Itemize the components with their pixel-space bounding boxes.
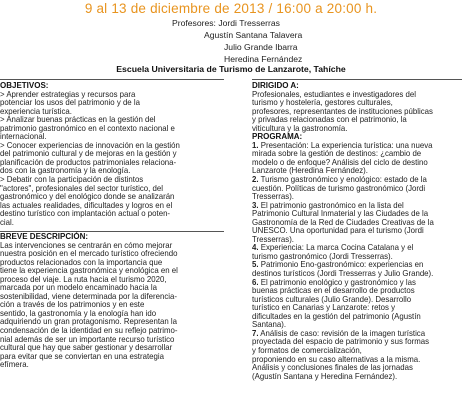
objetivos-heading: OBJETIVOS: bbox=[0, 81, 49, 90]
programa-line bbox=[252, 185, 462, 194]
programa-text: buenas prácticas en el desarrollo de productos bbox=[252, 287, 415, 296]
programa-text: mirada sobre la gestión de destinos: ¿cambio de bbox=[252, 150, 422, 159]
programa-line bbox=[252, 356, 462, 365]
programa-number: 4. bbox=[252, 244, 259, 253]
programa-line bbox=[252, 227, 462, 236]
programa-text: Tresserras). bbox=[252, 235, 294, 244]
dirigido-line: profesores, representantes de instituciones públicas bbox=[252, 107, 433, 116]
programa-text: El patrimonio enológico y gastronómico y las bbox=[258, 278, 416, 287]
programa-text: Gastronomía de la Red de Ciudades Creativas de la bbox=[252, 218, 434, 227]
professors-line bbox=[172, 18, 280, 28]
programa-number: 1. bbox=[252, 141, 259, 150]
programa-text: Presentación: La experiencia turística: una nueva bbox=[258, 141, 433, 150]
programa-text: Turismo gastronómico y enológico: estado de la bbox=[258, 176, 427, 185]
programa-line bbox=[252, 270, 462, 279]
dirigido-line: viticultura y la gastronomía. bbox=[252, 124, 348, 133]
programa-line bbox=[252, 202, 462, 211]
objetivos-line: > Analizar buenas prácticas en la gestión del bbox=[0, 116, 156, 125]
programa-text: cuestión. Políticas de turismo gastronómico (Jordi bbox=[252, 184, 426, 193]
programa-line bbox=[252, 296, 462, 305]
right-divider bbox=[252, 79, 462, 80]
programa-text: proponiendo en su caso alternativas a la misma. bbox=[252, 355, 421, 364]
programa-text: modelo o de enfoque? Análisis del ciclo de destino bbox=[252, 158, 428, 167]
objetivos-line: > Debatir con la participación de distintos bbox=[0, 176, 144, 185]
descripcion-line: para evitar que se conviertan en una estrategia bbox=[0, 352, 164, 361]
professor-name: Julio Grande Ibarra bbox=[224, 42, 298, 52]
programa-text: UNESCO. Una oportunidad para el turismo (Jordi bbox=[252, 227, 424, 236]
professor-name: Agustín Santana Talavera bbox=[204, 30, 303, 40]
programa-number: 7. bbox=[252, 329, 259, 338]
programa-text: El patrimonio gastronómico en la lista del bbox=[258, 201, 404, 210]
objetivos-list bbox=[0, 91, 222, 228]
programa-text: (Agustín Santana y Heredina Fernández). bbox=[252, 372, 398, 381]
programa-line bbox=[252, 338, 462, 347]
programa-line bbox=[252, 304, 462, 313]
dirigido-line: y privadas relacionadas con el patrimonio, la bbox=[252, 116, 407, 125]
programa-text: Patrimonio Cultural Inmaterial y las Ciudades de la bbox=[252, 210, 429, 219]
programa-text: Experiencia: La marca Cocina Catalana y el bbox=[258, 244, 414, 253]
descripcion-line: efímera. bbox=[0, 361, 29, 370]
programa-line bbox=[252, 236, 462, 245]
descripcion-line: Las intervenciones se centrarán en cómo mejorar bbox=[0, 241, 173, 250]
programa-line bbox=[252, 219, 462, 228]
programa-line bbox=[252, 279, 462, 288]
objetivos-line: dos con la gastronomía y la enología. bbox=[0, 167, 131, 176]
programa-line bbox=[252, 142, 462, 151]
programa-number: 5. bbox=[252, 261, 259, 270]
objetivos-line: destino turístico con implantación actual o poten- bbox=[0, 210, 171, 219]
programa-text: Análisis y conclusiones finales de las jornadas bbox=[252, 364, 413, 373]
programa-line bbox=[252, 321, 462, 330]
programa-line bbox=[252, 287, 462, 296]
programa-text: Análisis de caso: revisión de la imagen turística bbox=[258, 329, 426, 338]
programa-text: turístico en Canarias y Lanzarote: retos y bbox=[252, 304, 395, 313]
programa-line bbox=[252, 167, 462, 176]
objetivos-line: planificación de productos patrimoniales relaciona- bbox=[0, 158, 177, 167]
programa-line bbox=[252, 330, 462, 339]
programa-text: Santana). bbox=[252, 321, 287, 330]
programa-line bbox=[252, 364, 462, 373]
objetivos-line: > Aprender estrategias y recursos para bbox=[0, 90, 136, 99]
programa-line bbox=[252, 210, 462, 219]
programa-text: proyectada del espacio de patrimonio y sus formas bbox=[252, 338, 430, 347]
programa-line bbox=[252, 159, 462, 168]
programa-text: Patrimonio Eno-gastronómico: experiencias en bbox=[258, 261, 424, 270]
objetivos-line: cial. bbox=[0, 218, 14, 227]
programa-line bbox=[252, 176, 462, 185]
professor-name: Heredina Fernández bbox=[224, 54, 303, 64]
programa-heading: PROGRAMA: bbox=[252, 132, 303, 142]
descripcion-heading: BREVE DESCRIPCIÓN: bbox=[0, 232, 89, 241]
programa-line bbox=[252, 150, 462, 159]
objetivos-line: gastronómico y del enológico donde se analizarán bbox=[0, 193, 175, 202]
school-name: Escuela Universitaria de Turismo de Lanzarote, Tahíche bbox=[116, 64, 346, 74]
descripcion-line: sostenibilidad, viene determinada por la diferencia- bbox=[0, 292, 178, 301]
descripcion-line: marcada por un modelo encaminado hacia la bbox=[0, 284, 157, 293]
programa-list bbox=[252, 142, 462, 381]
programa-line bbox=[252, 244, 462, 253]
programa-text: Tresserras). bbox=[252, 193, 294, 202]
dirigido-line: Profesionales, estudiantes e investigadores del bbox=[252, 90, 416, 99]
objetivos-line: experiencia turística. bbox=[0, 107, 72, 116]
programa-text: turísticos culturales (Julio Grande). Desarrollo bbox=[252, 295, 412, 304]
descripcion-text bbox=[0, 242, 222, 370]
programa-number: 3. bbox=[252, 201, 259, 210]
descripcion-line: nuestra posición en el mercado turístico ofreciendo bbox=[0, 250, 178, 259]
descripcion-line: sentido, la gastronomía y la enología han ido bbox=[0, 309, 157, 318]
programa-line bbox=[252, 261, 462, 270]
objetivos-line: las actuales realidades, dificultades y logros en el bbox=[0, 201, 173, 210]
dirigido-text bbox=[252, 91, 462, 134]
programa-line bbox=[252, 253, 462, 262]
programa-text: turismo gastronómico (Jordi Tresserras). bbox=[252, 252, 393, 261]
objetivos-line: "actores", profesionales del sector turístico, del bbox=[0, 184, 163, 193]
descripcion-line: productos relacionados con la importancia que bbox=[0, 258, 163, 267]
descripcion-line: cultural que hay que saber gestionar y desarrollar bbox=[0, 344, 173, 353]
programa-line bbox=[252, 193, 462, 202]
left-divider bbox=[0, 79, 224, 80]
descripcion-line: adquiriendo un gran protagonismo. Representan la bbox=[0, 318, 178, 327]
programa-line bbox=[252, 347, 462, 356]
objetivos-line: internacional. bbox=[0, 133, 47, 142]
descripcion-block bbox=[0, 233, 222, 370]
programa-number: 6. bbox=[252, 278, 259, 287]
descripcion-line: condensación de la identidad en su reflejo patrimo- bbox=[0, 327, 178, 336]
objetivos-line: patrimonio gastronómico en el contexto nacional e bbox=[0, 124, 175, 133]
dirigido-line: turismo y hostelería, gestores culturales, bbox=[252, 99, 393, 108]
programa-text: dificultades en la gestión del patrimonio (Agustín bbox=[252, 312, 421, 321]
professor-name: Jordi Tresserras bbox=[218, 18, 280, 28]
programa-line bbox=[252, 373, 462, 382]
course-dates: 9 al 13 de diciembre de 2013 / 16:00 a 20:00 h. bbox=[84, 1, 378, 16]
descripcion-line: ción a través de los patrimonios y en este bbox=[0, 301, 145, 310]
dirigido-heading: DIRIGIDO A: bbox=[252, 81, 299, 90]
objetivos-line: > Conocer experiencias de innovación en la gestión bbox=[0, 141, 180, 150]
programa-text: y formatos de comercialización, bbox=[252, 346, 362, 355]
professors-label: Profesores: bbox=[172, 18, 216, 28]
programa-number: 2. bbox=[252, 176, 259, 185]
left-column bbox=[0, 82, 222, 227]
objetivos-line: potenciar los usos del patrimonio y de la bbox=[0, 99, 140, 108]
programa-text: destinos turísticos (Jordi Tresserras y Julio Grande). bbox=[252, 270, 434, 279]
right-column bbox=[252, 82, 462, 381]
programa-text: Lanzarote (Heredina Fernández). bbox=[252, 167, 368, 176]
descripcion-line: tiene la experiencia gastronómica y enológica en el bbox=[0, 267, 178, 276]
objetivos-line: del patrimonio cultural y de mejoras en la gestión y bbox=[0, 150, 177, 159]
programa-line bbox=[252, 313, 462, 322]
descripcion-line: nial además de ser un importante recurso turístico bbox=[0, 335, 175, 344]
descripcion-line: proceso del viaje. La ruta hacia el turismo 2020, bbox=[0, 275, 167, 284]
